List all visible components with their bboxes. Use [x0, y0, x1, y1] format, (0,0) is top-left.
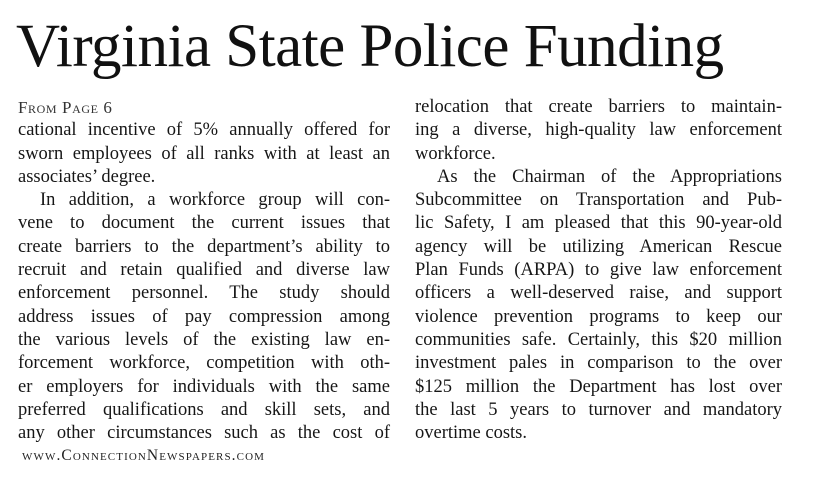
- body-line: the various levels of the existing law en-: [18, 329, 390, 350]
- body-line: the last 5 years to turnover and mandatory: [415, 399, 782, 420]
- body-line: agency will be utilizing American Rescue: [415, 236, 782, 257]
- paragraph-first-line: In addition, a workforce group will con-: [40, 190, 390, 211]
- body-line: workforce.: [415, 143, 496, 164]
- body-line: Plan Funds (ARPA) to give law enforcement: [415, 260, 782, 281]
- body-line: any other circumstances such as the cost of: [18, 423, 390, 444]
- right-column: [415, 96, 782, 445]
- article-headline: Virginia State Police Funding: [16, 13, 724, 80]
- body-line: violence prevention programs to keep our: [415, 306, 782, 327]
- body-line: investment pales in comparison to the over: [415, 353, 782, 374]
- body-line: ing a diverse, high-quality law enforcement: [415, 120, 782, 141]
- body-line: overtime costs.: [415, 423, 528, 444]
- body-line: preferred qualifications and skill sets, and: [18, 399, 390, 420]
- body-line: enforcement personnel. The study should: [18, 283, 390, 304]
- body-line: $125 million the Department has lost over: [415, 376, 782, 397]
- website-footer: www.ConnectionNewspapers.com: [22, 447, 266, 464]
- body-line: communities safe. Certainly, this $20 million: [415, 329, 782, 350]
- body-line: lic Safety, I am pleased that this 90-year-old: [415, 213, 782, 234]
- body-line: vene to document the current issues that: [18, 213, 390, 234]
- paragraph-first-line: As the Chairman of the Appropriations: [437, 166, 782, 187]
- body-line: cational incentive of 5% annually offered for: [18, 120, 390, 141]
- body-line: address issues of pay compression among: [18, 306, 390, 327]
- body-line: forcement workforce, competition with oth-: [18, 353, 390, 374]
- body-line: er employers for individuals with the same: [18, 376, 390, 397]
- left-column: [18, 96, 390, 445]
- body-line: recruit and retain qualified and diverse law: [18, 260, 390, 281]
- body-line: associates’ degree.: [18, 166, 156, 187]
- body-line: sworn employees of all ranks with at least an: [18, 143, 390, 164]
- body-line: relocation that create barriers to maintain-: [415, 97, 782, 117]
- body-line: create barriers to the department’s ability to: [18, 236, 390, 257]
- continued-from-label: From Page 6: [18, 98, 113, 117]
- body-line: Subcommittee on Transportation and Pub-: [415, 190, 782, 211]
- body-line: officers a well-deserved raise, and support: [415, 283, 782, 304]
